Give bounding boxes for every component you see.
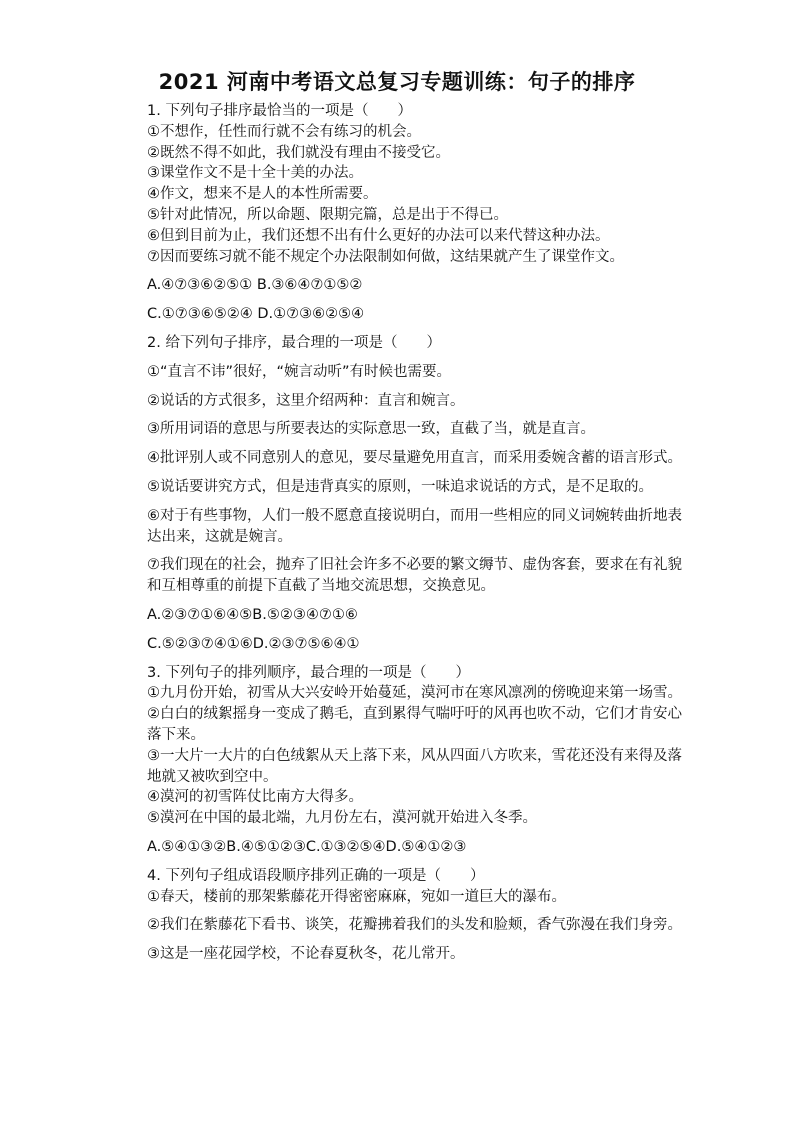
- question-stem: 4. 下列句子组成语段顺序排列正确的一项是（ ）: [147, 867, 485, 884]
- answer-options: A.②③⑦①⑥④⑤B.⑤②③④⑦①⑥: [147, 606, 358, 623]
- sentence-item: ⑤漠河在中国的最北端，九月份左右，漠河就开始进入冬季。: [147, 810, 537, 827]
- question-2: [147, 333, 687, 655]
- sentence-item: ②既然不得不如此，我们就没有理由不接受它。: [147, 144, 450, 161]
- sentence-item: ③课堂作文不是十全十美的办法。: [147, 165, 363, 182]
- sentence-item: ⑤说话要讲究方式，但是违背真实的原则，一味追求说话的方式，是不足取的。: [147, 478, 653, 495]
- question-4: [147, 866, 687, 965]
- sentence-item: ②白白的绒絮摇身一变成了鹅毛，直到累得气喘吁吁的风再也吹不动，它们才肯安心落下来。: [147, 706, 682, 743]
- question-stem: 3. 下列句子的排列顺序，最合理的一项是（ ）: [147, 664, 470, 681]
- question-stem: 1. 下列句子排序最恰当的一项是（ ）: [147, 103, 412, 119]
- sentence-item: ④作文，想来不是人的本性所需要。: [147, 186, 378, 203]
- sentence-item: ⑥但到目前为止，我们还想不出有什么更好的办法可以来代替这种办法。: [147, 227, 610, 244]
- sentence-item: ④批评别人或不同意别人的意见，要尽量避免用直言，而采用委婉含蓄的语言形式。: [147, 450, 682, 467]
- question-3: [147, 663, 687, 858]
- sentence-item: ⑦我们现在的社会，抛弃了旧社会许多不必要的繁文缛节、虚伪客套，要求在有礼貌和互相尊重的前提下直截了当地交流思想，交换意见。: [147, 557, 682, 595]
- answer-options: A.④⑦③⑥②⑤① B.③⑥④⑦①⑤②: [147, 277, 363, 294]
- sentence-item: ①不想作，任性而行就不会有练习的机会。: [147, 123, 421, 140]
- answer-options: C.⑤②③⑦④①⑥D.②③⑦⑤⑥④①: [147, 635, 360, 652]
- question-stem: 2. 给下列句子排序，最合理的一项是（ ）: [147, 334, 441, 351]
- sentence-item: ①春天，楼前的那架紫藤花开得密密麻麻，宛如一道巨大的瀑布。: [147, 888, 566, 905]
- answer-options: A.⑤④①③②B.④⑤①②③C.①③②⑤④D.⑤④①②③: [147, 838, 467, 855]
- sentence-item: ③一大片一大片的白色绒絮从天上落下来，风从四面八方吹来，雪花还没有来得及落地就又被吹到空中。: [147, 747, 682, 785]
- sentence-item: ①九月份开始，初雪从大兴安岭开始蔓延，漠河市在寒风凛冽的傍晚迎来第一场雪。: [147, 685, 682, 702]
- sentence-item: ②我们在紫藤花下看书、谈笑，花瓣拂着我们的头发和脸颊，香气弥漫在我们身旁。: [147, 917, 682, 934]
- question-1: [147, 101, 687, 325]
- sentence-item: ⑤针对此情况，所以命题、限期完篇，总是出于不得已。: [147, 206, 508, 223]
- sentence-item: ⑦因而要练习就不能不规定个办法限制如何做，这结果就产生了课堂作文。: [147, 248, 624, 265]
- sentence-item: ③这是一座花园学校，不论春夏秋冬，花儿常开。: [147, 946, 465, 963]
- document-title: 2021 河南中考语文总复习专题训练：句子的排序: [158, 70, 636, 94]
- question-list: [147, 101, 687, 965]
- sentence-item: ④漠河的初雪阵仗比南方大得多。: [147, 789, 363, 806]
- sentence-item: ②说话的方式很多，这里介绍两种：直言和婉言。: [147, 392, 465, 409]
- sentence-item: ③所用词语的意思与所要表达的实际意思一致，直截了当，就是直言。: [147, 421, 595, 438]
- answer-options: C.①⑦③⑥⑤②④ D.①⑦③⑥②⑤④: [147, 306, 365, 323]
- sentence-item: ⑥对于有些事物，人们一般不愿意直接说明白，而用一些相应的同义词婉转曲折地表达出来，这就是婉言。: [147, 507, 682, 545]
- sentence-item: ①“直言不讳”很好，“婉言动听”有时候也需要。: [147, 363, 452, 380]
